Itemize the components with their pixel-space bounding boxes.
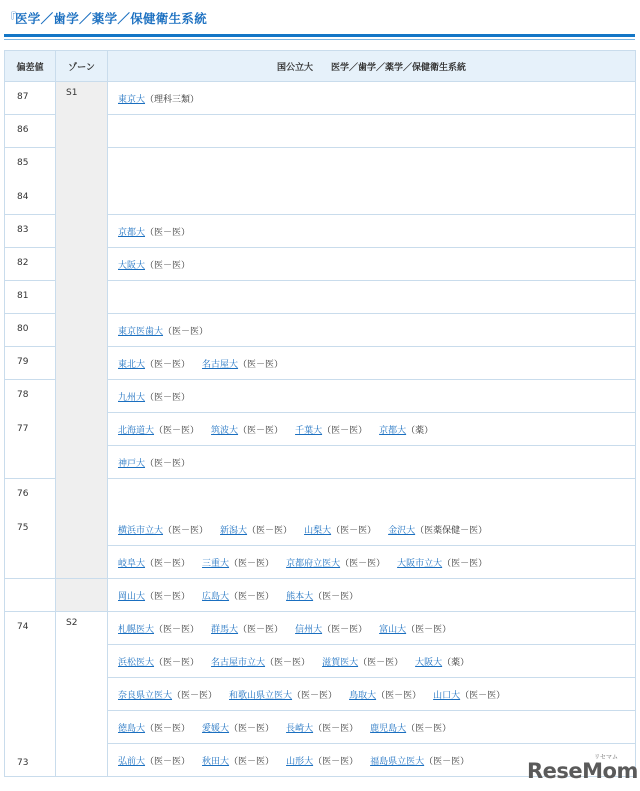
score-cell [5,479,56,579]
school-entry [229,691,337,701]
department-label: （医－医） [292,690,338,701]
school-entry [118,592,190,602]
score-value: 78 [17,390,29,400]
department-label: （医－医） [163,525,209,536]
department-label: （医－医） [331,525,377,536]
school-link[interactable]: 鹿児島大 [370,723,407,734]
department-label: （医－医） [154,657,200,668]
department-label: （薬） [406,425,434,436]
school-entry [286,724,358,734]
score-value: 82 [17,258,29,268]
school-entry [370,724,451,734]
table-row [5,579,636,612]
school-link[interactable]: 東北大 [118,359,146,370]
col-score-header: 偏差値 [5,51,56,82]
school-entry [118,459,190,469]
score-value: 80 [17,324,29,334]
department-label: （医－医） [340,558,386,569]
school-list [108,513,635,545]
department-label: （理科三類） [145,94,200,105]
school-entry [202,757,274,767]
zone-cell [56,579,108,612]
school-list [108,347,636,380]
school-entry [118,426,199,436]
school-link[interactable]: 福島県立医大 [370,756,425,767]
department-label: （医－医） [424,756,470,767]
school-link[interactable]: 山形大 [286,756,314,767]
school-entry [202,724,274,734]
school-link[interactable]: 大阪大 [118,260,146,271]
score-cell [5,215,56,248]
school-entry [202,559,274,569]
department-label: （医－医） [145,591,191,602]
school-link[interactable]: 鳥取大 [349,690,377,701]
school-link[interactable]: 東京医歯大 [118,326,164,337]
school-list [108,380,636,413]
department-label: （医－医） [322,624,368,635]
department-label: （医－医） [238,359,284,370]
department-label: （医－医） [376,690,422,701]
score-cell [5,148,56,215]
zone-cell [56,612,108,777]
zone-label: S2 [66,618,78,628]
department-label: （医－医） [145,227,191,238]
school-link[interactable]: 浜松医大 [118,657,155,668]
zone-label: S1 [66,88,78,98]
school-list [108,546,636,579]
zone-cell [56,82,108,579]
score-cell [5,82,56,115]
school-list-empty [108,281,636,314]
school-link[interactable]: 神戸大 [118,458,146,469]
school-link[interactable]: 徳島大 [118,723,146,734]
department-label: （医－医） [442,558,488,569]
section-header [0,0,640,34]
school-list [108,248,636,281]
table-row [5,612,636,645]
score-value: 73 [17,758,29,768]
school-entry [118,393,190,403]
department-label: （医－医） [238,425,284,436]
bracket-mark: 『 [5,11,16,24]
department-label: （医－医） [322,425,368,436]
department-label: （医－医） [229,723,275,734]
header-rule-thin [4,39,635,40]
department-label: （医－医） [154,624,200,635]
score-value: 79 [17,357,29,367]
school-link[interactable]: 三重大 [202,558,230,569]
score-cell [5,248,56,281]
school-link[interactable]: 岡山大 [118,591,146,602]
col-schools-header: 国公立大 医学／歯学／薬学／保健衛生系統 [108,51,636,82]
school-entry [295,426,367,436]
score-cell [5,314,56,347]
score-value: 76 [17,489,29,499]
school-entry [211,658,310,668]
school-link[interactable]: 愛媛大 [202,723,230,734]
school-list [108,82,636,115]
department-label: （医－医） [229,756,275,767]
department-label: （医－医） [163,326,209,337]
school-link[interactable]: 京都大 [379,425,407,436]
school-entry [202,592,274,602]
school-link[interactable]: 新潟大 [220,525,248,536]
department-label: （医薬保健－医） [415,525,488,536]
school-link[interactable]: 和歌山県立医大 [229,690,293,701]
school-link[interactable]: 奈良県立医大 [118,690,173,701]
score-value: 85 [17,158,29,168]
department-label: （医－医） [145,359,191,370]
school-entry [220,523,292,536]
school-entry [118,228,190,238]
school-link[interactable]: 横浜市立大 [118,525,164,536]
score-value: 77 [17,424,29,434]
school-entry [118,523,208,536]
school-list [108,711,636,744]
department-label: （医－医） [145,260,191,271]
school-link[interactable]: 広島大 [202,591,230,602]
school-list [108,579,636,612]
score-cell [5,281,56,314]
school-link[interactable]: 長崎大 [286,723,314,734]
score-cell [5,380,56,479]
school-link[interactable]: 信州大 [295,624,323,635]
school-link[interactable]: 北海道大 [118,425,155,436]
school-link[interactable]: 九州大 [118,392,146,403]
resemom-logo: ReseMom [527,759,638,783]
school-link[interactable]: 山口大 [433,690,461,701]
school-entry [388,523,487,536]
school-link[interactable]: 名古屋市立大 [211,657,266,668]
school-entry [379,625,451,635]
department-label: （医－医） [406,624,452,635]
department-label: （医－医） [313,591,359,602]
score-cell [5,115,56,148]
score-value: 74 [17,622,29,632]
score-value: 84 [17,192,29,202]
department-label: （医－医） [313,756,359,767]
school-link[interactable]: 滋賀医大 [322,657,359,668]
school-entry [379,426,433,436]
department-label: （医－医） [145,756,191,767]
school-entry [211,426,283,436]
department-label: （医－医） [406,723,452,734]
score-value: 83 [17,225,29,235]
school-entry [322,658,403,668]
school-entry [118,95,199,105]
school-entry [304,523,376,536]
school-entry [118,559,190,569]
school-list [108,645,636,678]
department-label: （医－医） [313,723,359,734]
school-entry [118,757,190,767]
department-label: （医－医） [265,657,311,668]
school-list [108,612,636,645]
school-link[interactable]: 名古屋大 [202,359,239,370]
school-link[interactable]: 山梨大 [304,525,332,536]
school-entry [118,724,190,734]
school-link[interactable]: 千葉大 [295,425,323,436]
school-list [108,314,636,347]
table-row [5,82,636,115]
department-label: （医－医） [460,690,506,701]
school-link[interactable]: 群馬大 [211,624,239,635]
school-entry [349,691,421,701]
department-label: （薬） [442,657,470,668]
department-label: （医－医） [229,558,275,569]
score-value: 81 [17,291,29,301]
school-link[interactable]: 大阪大 [415,657,443,668]
department-label: （医－医） [358,657,404,668]
school-link[interactable]: 札幌医大 [118,624,155,635]
school-list [108,413,636,446]
school-entry [370,757,469,767]
school-list [108,215,636,248]
score-value: 87 [17,92,29,102]
school-link[interactable]: 秋田大 [202,756,230,767]
school-entry [286,592,358,602]
school-entry [118,658,199,668]
school-entry [118,691,217,701]
department-label: （医－医） [145,723,191,734]
school-link[interactable]: 富山大 [379,624,407,635]
school-entry [118,625,199,635]
school-entry [211,625,283,635]
school-list-wrap [108,479,636,546]
ranking-table [4,50,636,777]
score-value: 86 [17,125,29,135]
school-entry [202,360,283,370]
school-link[interactable]: 熊本大 [286,591,314,602]
score-cell [5,579,56,612]
school-entry [433,691,505,701]
school-link[interactable]: 東京大 [118,94,146,105]
school-entry [118,360,190,370]
school-entry [286,757,358,767]
department-label: （医－医） [238,624,284,635]
department-label: （医－医） [247,525,293,536]
school-link[interactable]: 金沢大 [388,525,416,536]
header-rule [4,34,635,37]
school-entry [118,327,208,337]
school-link[interactable]: 京都大 [118,227,146,238]
school-entry [118,261,190,271]
school-entry [295,625,367,635]
school-list-empty [108,148,636,215]
school-link[interactable]: 大阪市立大 [397,558,443,569]
department-label: （医－医） [172,690,218,701]
score-value: 75 [17,523,29,533]
school-entry [286,559,385,569]
department-label: （医－医） [154,425,200,436]
department-label: （医－医） [145,392,191,403]
department-label: （医－医） [145,458,191,469]
school-list [108,678,636,711]
school-entry [397,559,487,569]
school-link[interactable]: 弘前大 [118,756,146,767]
school-entry [415,658,469,668]
school-link[interactable]: 京都府立医大 [286,558,341,569]
score-cell [5,347,56,380]
department-label: （医－医） [145,558,191,569]
watermark-small-text: リセマム [594,754,618,761]
school-link[interactable]: 筑波大 [211,425,239,436]
school-list [108,446,636,479]
school-link[interactable]: 岐阜大 [118,558,146,569]
section-title: 医学／歯学／薬学／保健衛生系統 [15,11,208,26]
score-cell [5,612,56,777]
department-label: （医－医） [229,591,275,602]
col-zone-header: ゾーン [56,51,108,82]
school-list-empty [108,115,636,148]
table-header-row [5,51,636,82]
